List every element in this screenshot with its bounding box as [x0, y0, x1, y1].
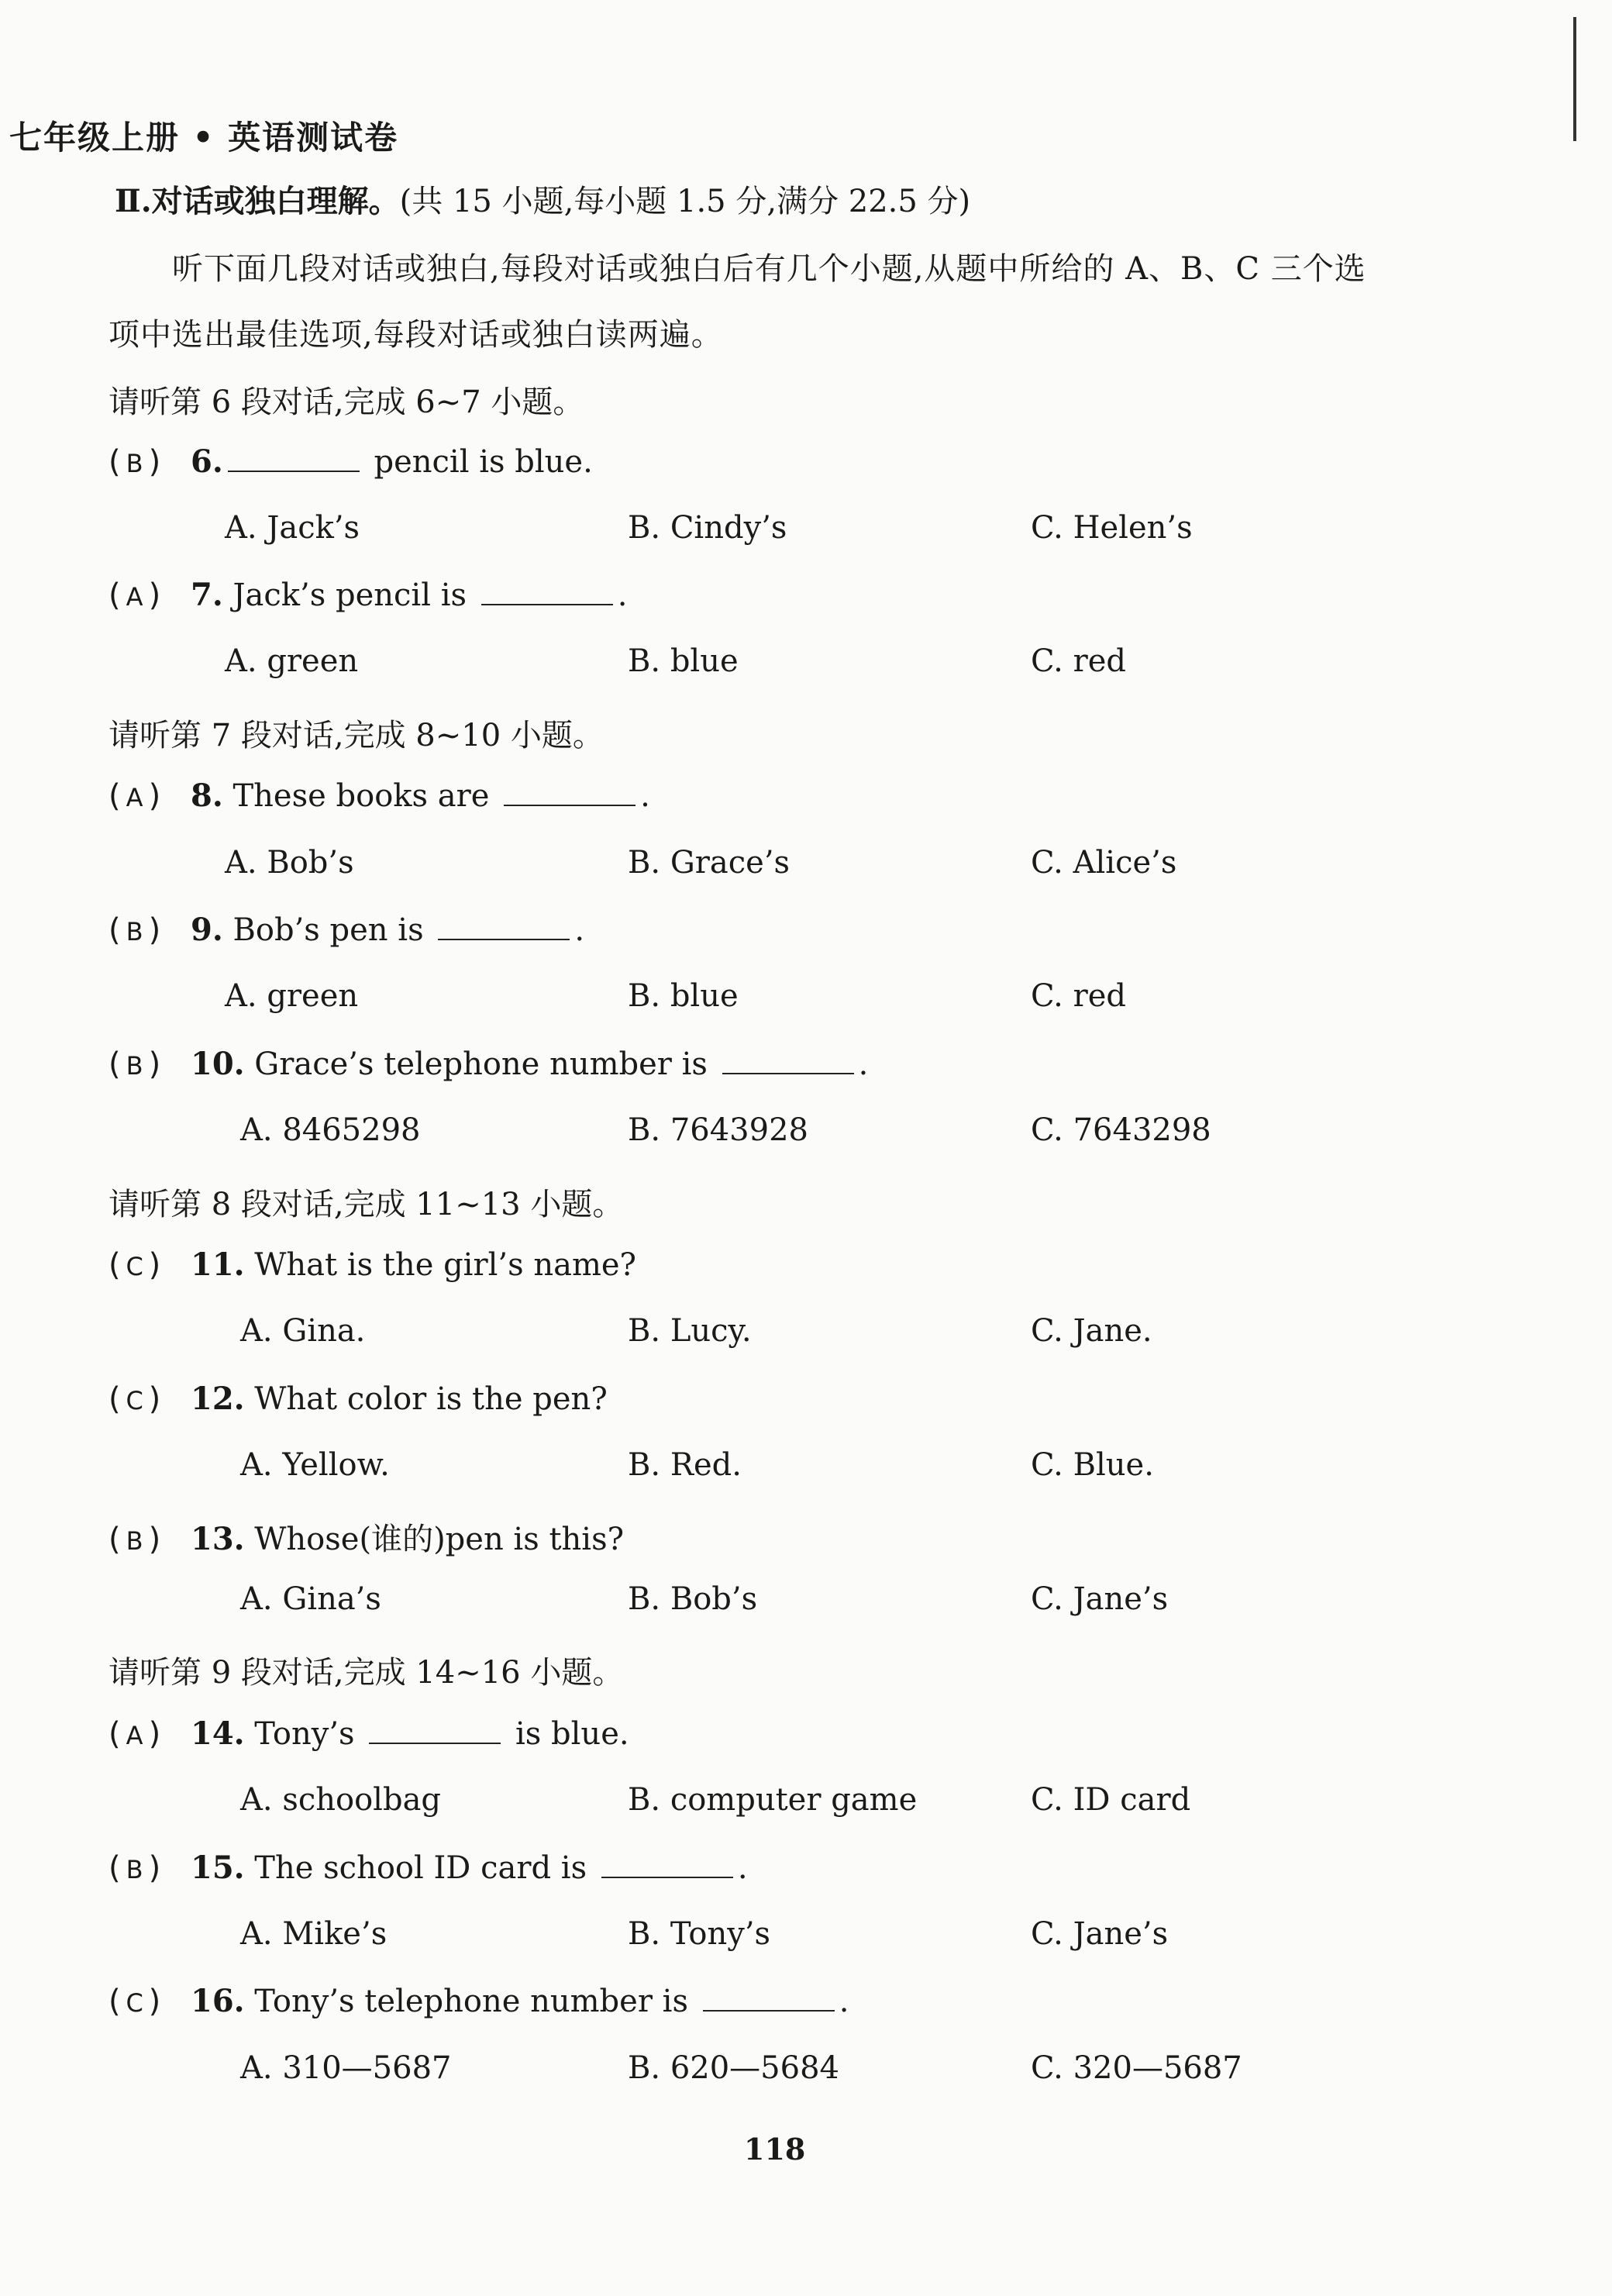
question-number: 12. [191, 1381, 245, 1417]
question-number: 6. [191, 443, 223, 480]
section-heading: Ⅱ.对话或独白理解。 [115, 183, 400, 219]
answer-bracket: ( B ) [108, 912, 161, 948]
subheading-dialog-6: 请听第 6 段对话,完成 6~7 小题。 [108, 384, 584, 420]
answer-bracket: ( A ) [108, 1716, 161, 1752]
question-text: Whose(谁的)pen is this? [244, 1522, 625, 1557]
question-text: What is the girl’s name? [244, 1247, 637, 1283]
question-14 [108, 1715, 629, 1752]
answer-letter: A [126, 582, 143, 612]
page-edge-line [1573, 17, 1576, 141]
option-b: B. blue [628, 643, 739, 679]
option-a: A. Jack’s [225, 510, 360, 546]
question-number: 15. [191, 1850, 245, 1886]
question-7 [108, 577, 627, 613]
question-text: Tony’s telephone number is [244, 1984, 698, 2019]
question-text: The school ID card is [244, 1850, 597, 1886]
answer-bracket: ( B ) [108, 1522, 161, 1557]
section-title [115, 177, 970, 221]
answer-bracket: ( A ) [108, 778, 161, 814]
option-b: B. 620—5684 [628, 2050, 839, 2086]
option-c: C. Jane’s [1031, 1581, 1169, 1617]
answer-letter: B [126, 1051, 143, 1081]
instruction-line-1: 听下面几段对话或独白,每段对话或独白后有几个小题,从题中所给的 A、B、C 三个选 [172, 251, 1366, 287]
option-c: C. red [1031, 643, 1127, 679]
option-b: B. 7643928 [628, 1112, 808, 1148]
question-text: Grace’s telephone number is [244, 1046, 718, 1082]
option-a: A. Mike’s [240, 1916, 388, 1952]
answer-letter: B [126, 449, 143, 478]
question-16 [108, 1983, 849, 2019]
question-6 [108, 443, 593, 480]
answer-letter: B [126, 1855, 143, 1884]
question-number: 7. [191, 577, 223, 613]
question-end: . [839, 1984, 849, 2019]
option-c: C. ID card [1031, 1782, 1191, 1818]
instruction-line-2: 项中选出最佳选项,每段对话或独白读两遍。 [108, 317, 723, 353]
question-number: 16. [191, 1983, 245, 2019]
answer-blank [228, 447, 360, 472]
option-b: B. Cindy’s [628, 510, 787, 546]
question-number: 10. [191, 1046, 245, 1082]
answer-blank [722, 1050, 854, 1074]
question-10 [108, 1046, 868, 1082]
option-a: A. Gina. [240, 1313, 366, 1349]
question-number: 14. [191, 1715, 245, 1752]
question-text: Jack’s pencil is [222, 577, 477, 613]
question-text: pencil is blue. [363, 444, 593, 480]
option-b: B. Red. [628, 1447, 742, 1483]
answer-letter: C [126, 1988, 143, 2018]
option-b: B. Tony’s [628, 1916, 771, 1952]
option-c: C. Blue. [1031, 1447, 1154, 1483]
answer-letter: B [126, 1526, 143, 1556]
answer-blank [369, 1719, 501, 1744]
option-c: C. red [1031, 978, 1127, 1014]
answer-blank [504, 781, 636, 806]
option-a: A. 8465298 [240, 1112, 421, 1148]
question-number: 11. [191, 1246, 245, 1283]
question-11 [108, 1246, 636, 1283]
option-b: B. Lucy. [628, 1313, 752, 1349]
option-c: C. Jane’s [1031, 1916, 1169, 1952]
answer-bracket: ( B ) [108, 1850, 161, 1886]
question-number: 8. [191, 777, 223, 814]
answer-letter: C [126, 1252, 143, 1281]
option-c: C. Alice’s [1031, 845, 1177, 881]
question-number: 9. [191, 912, 223, 948]
option-b: B. Grace’s [628, 845, 790, 881]
answer-blank [601, 1853, 733, 1878]
answer-letter: A [126, 1721, 143, 1750]
question-number: 13. [191, 1521, 245, 1557]
question-end: . [737, 1850, 748, 1886]
option-c: C. Helen’s [1031, 510, 1193, 546]
question-15 [108, 1850, 748, 1886]
answer-blank [438, 915, 570, 940]
question-end: . [640, 778, 650, 814]
option-b: B. Bob’s [628, 1581, 758, 1617]
answer-blank [703, 1987, 835, 2012]
question-text: Tony’s [244, 1716, 365, 1752]
question-text: Bob’s pen is [222, 912, 434, 948]
option-a: A. 310—5687 [240, 2050, 452, 2086]
option-c: C. Jane. [1031, 1313, 1152, 1349]
page-header: 七年级上册 • 英语测试卷 [9, 119, 399, 157]
answer-bracket: ( B ) [108, 1046, 161, 1082]
answer-letter: C [126, 1386, 143, 1415]
question-end: . [574, 912, 585, 948]
option-a: A. schoolbag [240, 1782, 442, 1818]
subheading-dialog-8: 请听第 8 段对话,完成 11~13 小题。 [108, 1187, 624, 1222]
question-end: . [858, 1046, 869, 1082]
option-b: B. computer game [628, 1782, 918, 1818]
option-c: C. 320—5687 [1031, 2050, 1242, 2086]
option-c: C. 7643298 [1031, 1112, 1211, 1148]
question-text: What color is the pen? [244, 1381, 608, 1417]
answer-bracket: ( A ) [108, 577, 161, 613]
option-b: B. blue [628, 978, 739, 1014]
answer-letter: B [126, 917, 143, 946]
question-8 [108, 777, 650, 814]
answer-bracket: ( C ) [108, 1247, 161, 1283]
answer-bracket: ( B ) [108, 444, 161, 480]
question-text: These books are [222, 778, 500, 814]
subheading-dialog-7: 请听第 7 段对话,完成 8~10 小题。 [108, 718, 604, 753]
option-a: A. Gina’s [240, 1581, 381, 1617]
answer-blank [481, 581, 613, 605]
question-end: . [617, 577, 628, 613]
section-points: (共 15 小题,每小题 1.5 分,满分 22.5 分) [399, 184, 971, 219]
question-9 [108, 912, 584, 948]
subheading-dialog-9: 请听第 9 段对话,完成 14~16 小题。 [108, 1655, 624, 1691]
option-a: A. Bob’s [225, 845, 354, 881]
question-12 [108, 1381, 608, 1417]
answer-bracket: ( C ) [108, 1984, 161, 2019]
answer-bracket: ( C ) [108, 1381, 161, 1417]
question-13 [108, 1515, 624, 1559]
page-number: 118 [744, 2132, 806, 2167]
question-end: is blue. [505, 1716, 629, 1752]
option-a: A. Yellow. [240, 1447, 390, 1483]
option-a: A. green [225, 978, 359, 1014]
answer-letter: A [126, 783, 143, 812]
option-a: A. green [225, 643, 359, 679]
